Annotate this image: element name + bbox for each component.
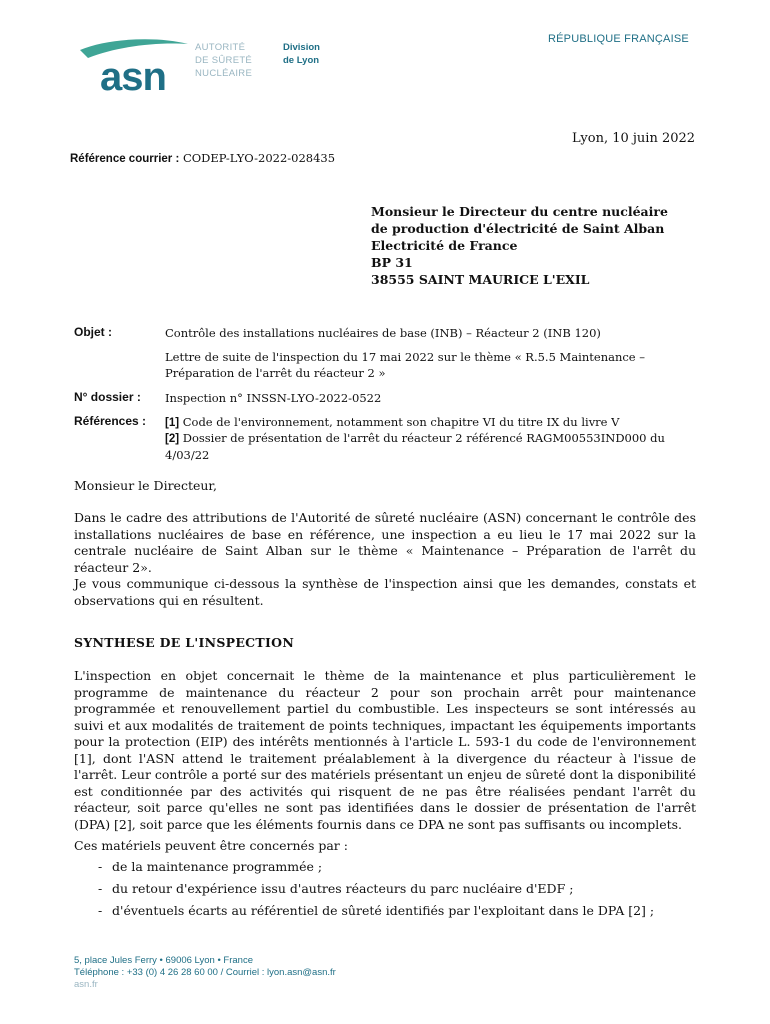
objet-line-1: Contrôle des installations nucléaires de base (INB) – Réacteur 2 (INB 120) bbox=[165, 326, 601, 340]
reference-courrier-value: CODEP-LYO-2022-028435 bbox=[182, 151, 336, 165]
footer-contact: Téléphone : +33 (0) 4 26 28 60 00 / Courriel : lyon.asn@asn.fr bbox=[74, 967, 336, 978]
dossier-value: Inspection n° INSSN-LYO-2022-0522 bbox=[165, 391, 382, 405]
footer-site: asn.fr bbox=[74, 979, 98, 990]
reference-item-1 bbox=[165, 414, 705, 431]
footer-address: 5, place Jules Ferry • 69006 Lyon • France bbox=[74, 955, 253, 966]
reference-1-text: Code de l'environnement, notamment son chapitre VI du titre IX du livre V bbox=[182, 415, 620, 429]
reference-courrier-label: Référence courrier : bbox=[70, 153, 180, 165]
addressee-line-3: Electricité de France bbox=[371, 238, 518, 253]
list-item-text: de la maintenance programmée ; bbox=[112, 859, 323, 874]
list-item: - d'éventuels écarts au référentiel de sûreté identifiés par l'exploitant dans le DPA [2] ; bbox=[98, 903, 655, 918]
list-item: - de la maintenance programmée ; bbox=[98, 859, 323, 874]
republique-francaise-label: RÉPUBLIQUE FRANÇAISE bbox=[548, 33, 689, 45]
addressee-line-5: 38555 SAINT MAURICE L'EXIL bbox=[371, 272, 590, 287]
addressee-line-2: de production d'électricité de Saint Alban bbox=[371, 221, 665, 236]
logo-line-1: AUTORITÉ bbox=[195, 42, 246, 53]
paragraph-4: Ces matériels peuvent être concernés par : bbox=[74, 838, 348, 853]
reference-2-text: Dossier de présentation de l'arrêt du réacteur 2 référencé RAGM00553IND000 du 4/03/22 bbox=[165, 431, 665, 462]
list-item-text: d'éventuels écarts au référentiel de sûreté identifiés par l'exploitant dans le DPA [2] ; bbox=[112, 903, 655, 918]
list-item: - du retour d'expérience issu d'autres réacteurs du parc nucléaire d'EDF ; bbox=[98, 881, 574, 896]
asn-logo-wordmark: asn bbox=[100, 55, 166, 99]
reference-item-2 bbox=[165, 430, 705, 463]
division-line-1: Division bbox=[283, 42, 320, 53]
paragraph-3: L'inspection en objet concernait le thème de la maintenance et plus particulièrement le programme de maintenance du réacteur 2 pour son prochain arrêt pour maintenance programmée et renouvellement partiel du combustible. Les inspecteurs se sont intéressés au suivi et aux modalités de traitement de points techniques, impactant les équipements importants pour la protection (EIP) des intérêts mentionnés à l'article L. 593-1 du code de l'environnement [1], dont l'ASN attend le traitement préalablement à la divergence du réacteur à l'issue de l'arrêt. Leur contrôle a porté sur des matériels présentant un enjeu de sûreté dont la disponibilité est conditionnée par des activités qui risquent de ne pas être réalisées pendant l'arrêt du réacteur, soit parce qu'elles ne sont pas identifiées dans le dossier de présentation de l'arrêt (DPA) [2], soit parce que les éléments fournis dans ce DPA ne sont pas suffisants ou incomplets. bbox=[74, 668, 696, 832]
dossier-label: N° dossier : bbox=[74, 390, 141, 404]
reference-1-number: [1] bbox=[165, 417, 180, 429]
objet-line-2: Lettre de suite de l'inspection du 17 mai 2022 sur le thème « R.5.5 Maintenance – Préparation de l'arrêt du réacteur 2 » bbox=[165, 350, 646, 380]
reference-2-number: [2] bbox=[165, 433, 180, 445]
salutation: Monsieur le Directeur, bbox=[74, 478, 217, 493]
letter-date: Lyon, 10 juin 2022 bbox=[572, 131, 696, 146]
logo-line-2: DE SÛRETÉ bbox=[195, 55, 253, 66]
logo-line-3: NUCLÉAIRE bbox=[195, 68, 253, 79]
references-label: Références : bbox=[74, 414, 147, 428]
paragraph-2: Je vous communique ci-dessous la synthèse de l'inspection ainsi que les demandes, constats et observations qui en résultent. bbox=[74, 576, 696, 608]
section-heading: SYNTHESE DE L'INSPECTION bbox=[74, 635, 295, 650]
addressee-line-4: BP 31 bbox=[371, 255, 413, 270]
list-item-text: du retour d'expérience issu d'autres réacteurs du parc nucléaire d'EDF ; bbox=[112, 881, 574, 896]
objet-label: Objet : bbox=[74, 325, 112, 339]
division-line-2: de Lyon bbox=[283, 55, 320, 66]
reference-courrier bbox=[70, 151, 335, 165]
addressee-line-1: Monsieur le Directeur du centre nucléaire bbox=[371, 204, 668, 219]
paragraph-1: Dans le cadre des attributions de l'Autorité de sûreté nucléaire (ASN) concernant le contrôle des installations nucléaires de base en référence, une inspection a eu lieu le 17 mai 2022 sur la centrale nucléaire de Saint Alban sur le thème « Maintenance – Préparation de l'arrêt du réacteur 2». bbox=[74, 510, 696, 575]
